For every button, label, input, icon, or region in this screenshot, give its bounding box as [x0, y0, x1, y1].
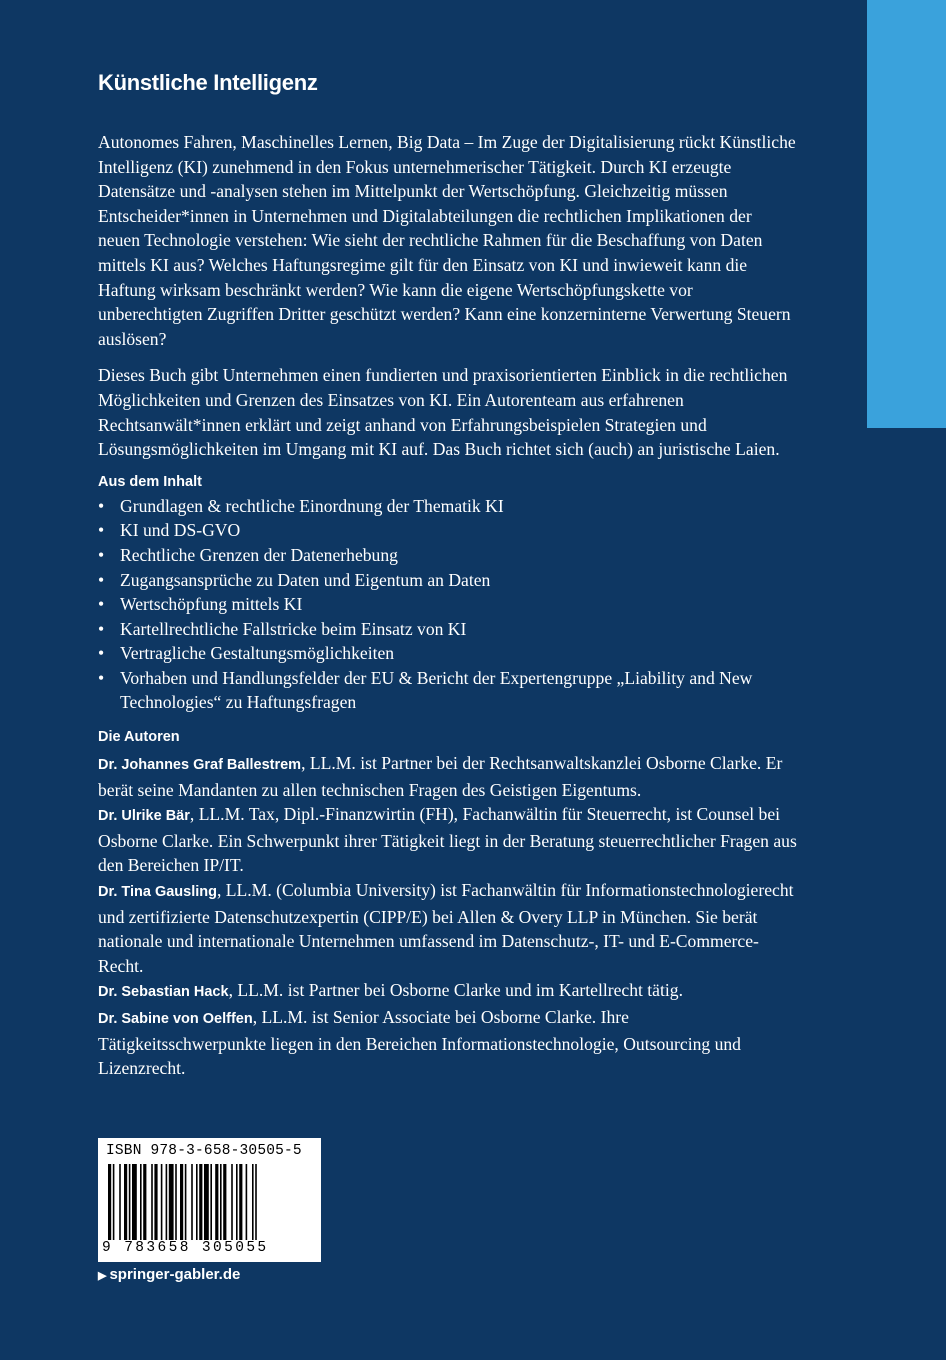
- barcode-bar: [108, 1164, 111, 1240]
- description-paragraph-2: Dieses Buch gibt Unternehmen einen fundierten und praxisorientierten Einblick in die rechtlichen Möglichkeiten und Grenzen des Einsatzes von KI. Ein Autorenteam aus erfahrenen Rechtsanwält*innen erklärt und zeigt anhand von Erfahrungsbeispielen Strategien und Lösungsmöglichkeiten im Umgang mit KI auf. Das Buch richtet sich (auch) an juristische Laien.: [98, 365, 788, 460]
- barcode-bar: [175, 1164, 177, 1240]
- contents-heading: Aus dem Inhalt: [98, 473, 202, 490]
- author-bio: , LL.M. (Columbia University) ist Fachanwältin für Informationstechnologierecht und zertifizierte Datenschutzexpertin (CIPP/E) bei Allen & Overy LLP in München. Sie berät nationale und internationale Unternehmen umfassend im Datenschutz-, IT- und E-Commerce-Recht.: [98, 880, 794, 976]
- author-entry: [98, 751, 798, 802]
- barcode-digits: 9 783658 305055: [102, 1240, 269, 1256]
- isbn-label: ISBN 978-3-658-30505-5: [106, 1143, 302, 1159]
- author-name: Dr. Tina Gausling: [98, 884, 217, 901]
- back-cover-text: [98, 70, 798, 1081]
- barcode-bar: [215, 1164, 218, 1240]
- author-entry: [98, 1005, 798, 1081]
- barcode-bar: [140, 1164, 142, 1240]
- barcode-bar: [196, 1164, 198, 1240]
- author-bio: , LL.M. Tax, Dipl.-Finanzwirtin (FH), Fachanwältin für Steuerrecht, ist Counsel bei Osborne Clarke. Ein Schwerpunkt ihrer Tätigkeit liegt in der Beratung steuerrechtlicher Fragen aus den Bereichen IP/IT.: [98, 804, 797, 876]
- barcode-bar: [113, 1164, 115, 1240]
- barcode-bar: [169, 1164, 174, 1240]
- barcode-bar: [199, 1164, 202, 1240]
- barcode-bar: [166, 1164, 168, 1240]
- barcode-bar: [231, 1164, 233, 1240]
- description-paragraph-1: Autonomes Fahren, Maschinelles Lernen, Big Data – Im Zuge der Digitalisierung rückt Künstliche Intelligenz (KI) zunehmend in den Fokus unternehmerischer Tätigkeit. Durch KI erzeugte Datensätze und -analysen stehen im Mittelpunkt der Wertschöpfung. Gleichzeitig müssen Entscheider*innen in Unternehmen und Digitalabteilungen die rechtlichen Implikationen der neuen Technologie verstehen: Wie sieht der rechtliche Rahmen für die Beschaffung von Daten mittels KI aus? Welches Haftungsregime gilt für den Einsatz von KI und inwieweit kann die Haftung wirksam beschränkt werden? Wie kann die eigene Wertschöpfungskette vor unberechtigten Zugriffen Dritter geschützt werden? Kann eine konzerninterne Verwertung Steuern auslösen?: [98, 132, 796, 349]
- barcode-bar: [132, 1164, 137, 1240]
- barcode-bar: [210, 1164, 212, 1240]
- list-item: • Zugangsansprüche zu Daten und Eigentum an Daten: [98, 568, 798, 593]
- list-item: • Vertragliche Gestaltungsmöglichkeiten: [98, 641, 798, 666]
- author-name: Dr. Johannes Graf Ballestrem: [98, 757, 302, 774]
- barcode-bar: [180, 1164, 183, 1240]
- author-name: Dr. Sabine von Oelffen: [98, 1011, 253, 1027]
- barcode-bar: [223, 1164, 226, 1240]
- barcode-bar: [143, 1164, 146, 1240]
- list-item: • Vorhaben und Handlungsfelder der EU & Bericht der Expertengruppe „Liability and New Technologies“ zu Haftungsfragen: [98, 666, 798, 715]
- barcode-bar: [239, 1164, 242, 1240]
- barcode-bar: [220, 1164, 222, 1240]
- authors-heading: Die Autoren: [98, 729, 180, 746]
- list-item: • KI und DS-GVO: [98, 518, 798, 543]
- barcode-bar: [154, 1164, 157, 1240]
- author-entry: [98, 802, 798, 878]
- list-item: • Grundlagen & rechtliche Einordnung der Thematik KI: [98, 494, 798, 519]
- barcode-bar: [151, 1164, 153, 1240]
- author-entry: [98, 978, 798, 1005]
- author-name: Dr. Ulrike Bär: [98, 808, 190, 825]
- barcode-bar: [129, 1164, 131, 1240]
- website-url: springer-gabler.de: [109, 1266, 241, 1283]
- author-entry: [98, 878, 798, 978]
- barcode-bar: [124, 1164, 127, 1240]
- publisher-website[interactable]: [98, 1266, 240, 1283]
- author-bio: , LL.M. ist Partner bei der Rechtsanwaltskanzlei Osborne Clarke. Er berät seine Mandanten zu allen technischen Fragen des Geistigen Eigentums.: [98, 753, 783, 800]
- list-item: • Wertschöpfung mittels KI: [98, 592, 798, 617]
- barcode-bar: [191, 1164, 193, 1240]
- author-bio: , LL.M. ist Partner bei Osborne Clarke und im Kartellrecht tätig.: [228, 980, 683, 1001]
- barcode-bar: [246, 1164, 248, 1240]
- barcode-bars: [108, 1164, 312, 1240]
- barcode-bar: [185, 1164, 187, 1240]
- barcode-bar: [236, 1164, 238, 1240]
- list-item: • Rechtliche Grenzen der Datenerhebung: [98, 543, 798, 568]
- contents-list: [98, 494, 798, 715]
- barcode-bar: [252, 1164, 254, 1240]
- book-title: Künstliche Intelligenz: [98, 70, 318, 95]
- list-item: • Kartellrechtliche Fallstricke beim Einsatz von KI: [98, 617, 798, 642]
- triangle-right-icon: ▶: [98, 1270, 107, 1282]
- barcode-bar: [119, 1164, 121, 1240]
- author-name: Dr. Sebastian Hack: [98, 984, 229, 1001]
- accent-strip: [867, 0, 946, 428]
- barcode-bar: [204, 1164, 209, 1240]
- isbn-barcode: [98, 1138, 321, 1262]
- author-bio: , LL.M. ist Senior Associate bei Osborne Clarke. Ihre Tätigkeitsschwerpunkte liegen in den Bereichen Informationstechnologie, Outsourcing und Lizenzrecht.: [98, 1007, 741, 1079]
- barcode-bar: [161, 1164, 163, 1240]
- barcode-bar: [255, 1164, 257, 1240]
